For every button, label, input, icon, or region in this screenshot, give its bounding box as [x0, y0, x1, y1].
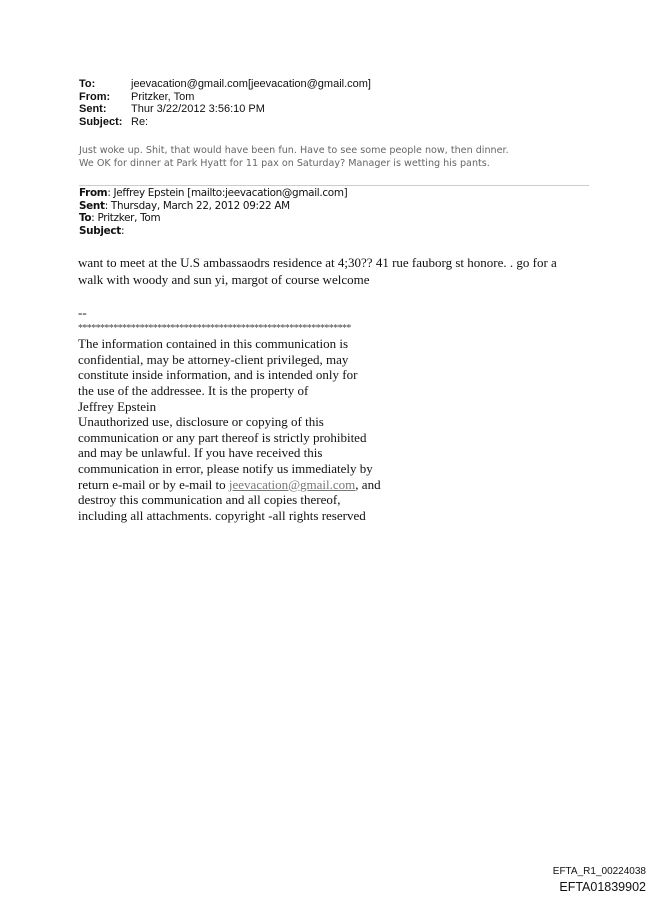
sig-line: and may be unlawful. If you have received this	[78, 445, 323, 461]
sig-line: The information contained in this communication is	[78, 336, 349, 352]
sig-line: communication in error, please notify us immediately by	[78, 460, 373, 476]
sent-value: Thur 3/22/2012 3:56:10 PM	[131, 103, 265, 115]
to-value: jeevacation@gmail.com[jeevacation@gmail.com]	[131, 78, 371, 90]
sig-dash: --	[78, 305, 87, 320]
sig-stars: **************************************************************	[78, 322, 351, 334]
subject-label: Subject:	[79, 115, 123, 128]
sig-line: communication or any part thereof is strictly prohibited	[78, 429, 367, 445]
sent-label: Sent:	[79, 103, 107, 115]
body-line: want to meet at the U.S ambassaodrs residence at 4;30?? 41 rue fauborg st honore. . go for a	[78, 255, 557, 270]
sig-line: the use of the addressee. It is the property of	[78, 382, 309, 398]
message-body	[78, 254, 557, 288]
orig-from-value: : Jeffrey Epstein [mailto:jeevacation@gmail.com]	[107, 187, 348, 199]
sig-line: including all attachments. copyright -all rights reserved	[78, 507, 366, 523]
original-header	[79, 187, 347, 237]
signature-disclaimer	[78, 305, 381, 523]
from-label: From:	[79, 90, 111, 103]
sig-text: return e-mail or by e-mail to	[78, 476, 229, 492]
sig-line: Unauthorized use, disclosure or copying of this	[78, 414, 324, 430]
divider	[79, 185, 589, 186]
orig-subject-value: :	[120, 224, 125, 237]
footer-id-2: EFTA01839902	[559, 880, 646, 894]
orig-from-label: From	[79, 187, 108, 199]
footer-id-1: EFTA_R1_00224038	[552, 866, 646, 877]
sig-line: destroy this communication and all copies thereof,	[78, 492, 341, 508]
sig-line: Jeffrey Epstein	[78, 398, 157, 414]
reply-line: We OK for dinner at Park Hyatt for 11 pax on Saturday? Manager is wetting his pants.	[79, 158, 490, 169]
orig-sent-value: : Thursday, March 22, 2012 09:22 AM	[104, 199, 290, 212]
orig-sent-label: Sent	[79, 199, 105, 212]
email-header	[79, 78, 371, 128]
reply-line: Just woke up. Shit, that would have been fun. Have to see some people now, then dinner.	[79, 145, 509, 156]
subject-value: Re:	[131, 115, 149, 128]
from-value: Pritzker, Tom	[131, 90, 195, 103]
sig-line: confidential, may be attorney-client privileged, may	[78, 351, 349, 367]
sig-line: constitute inside information, and is intended only for	[78, 367, 358, 383]
orig-subject-label: Subject	[79, 224, 121, 237]
email-link[interactable]: jeevacation@gmail.com	[228, 476, 356, 492]
orig-to-label: To	[79, 212, 92, 225]
orig-to-value: : Pritzker, Tom	[91, 212, 161, 225]
sig-text: , and	[355, 476, 381, 492]
reply-text	[79, 144, 509, 170]
sig-line	[78, 477, 381, 493]
to-label: To:	[79, 78, 96, 90]
body-line: walk with woody and sun yi, margot of course welcome	[78, 272, 370, 287]
